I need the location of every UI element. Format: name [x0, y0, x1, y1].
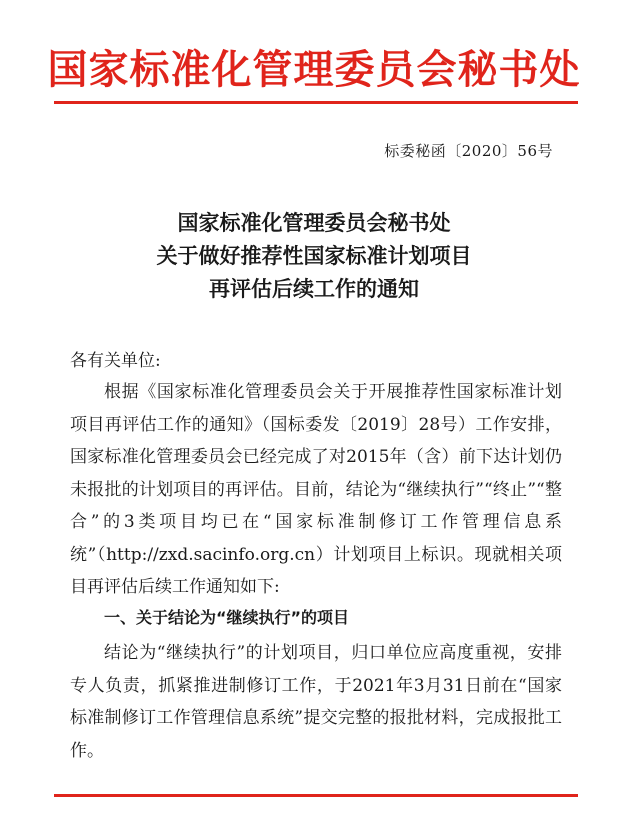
section-heading-1: 一、关于结论为“继续执行”的项目	[104, 608, 350, 627]
salutation: 各有关单位:	[70, 351, 161, 371]
body-paragraph-1	[70, 376, 562, 604]
body-paragraph-2	[70, 637, 562, 767]
footer-divider	[54, 794, 578, 797]
notice-title	[0, 206, 628, 305]
letterhead-divider	[54, 101, 578, 104]
notice-title-line-1: 国家标准化管理委员会秘书处	[177, 210, 451, 235]
paragraph-1-text: 根据《国家标准化管理委员会关于开展推荐性国家标准计划项目再评估工作的通知》（国标委发〔2019〕28号）工作安排，国家标准化管理委员会已经完成了对2015年（含）前下达计划仍未报批的计划项目的再评估。目前，结论为“继续执行”“终止”“整合”的3类项目均已在“国家标准制修订工作管理信息系统”（http://zxd.sacinfo.org.cn）计划项目上标识。现就相关项目再评估后续工作通知如下:	[70, 382, 562, 597]
notice-title-line-3: 再评估后续工作的通知	[209, 276, 419, 301]
paragraph-2-text: 结论为“继续执行”的计划项目，归口单位应高度重视，安排专人负责，抓紧推进制修订工作，于2021年3月31日前在“国家标准制修订工作管理信息系统”提交完整的报批材料，完成报批工作。	[70, 643, 562, 761]
notice-title-line-2: 关于做好推荐性国家标准计划项目	[156, 243, 472, 268]
document-number: 标委秘函〔2020〕56号	[384, 142, 553, 160]
letterhead-title: 国家标准化管理委员会秘书处	[47, 47, 581, 93]
